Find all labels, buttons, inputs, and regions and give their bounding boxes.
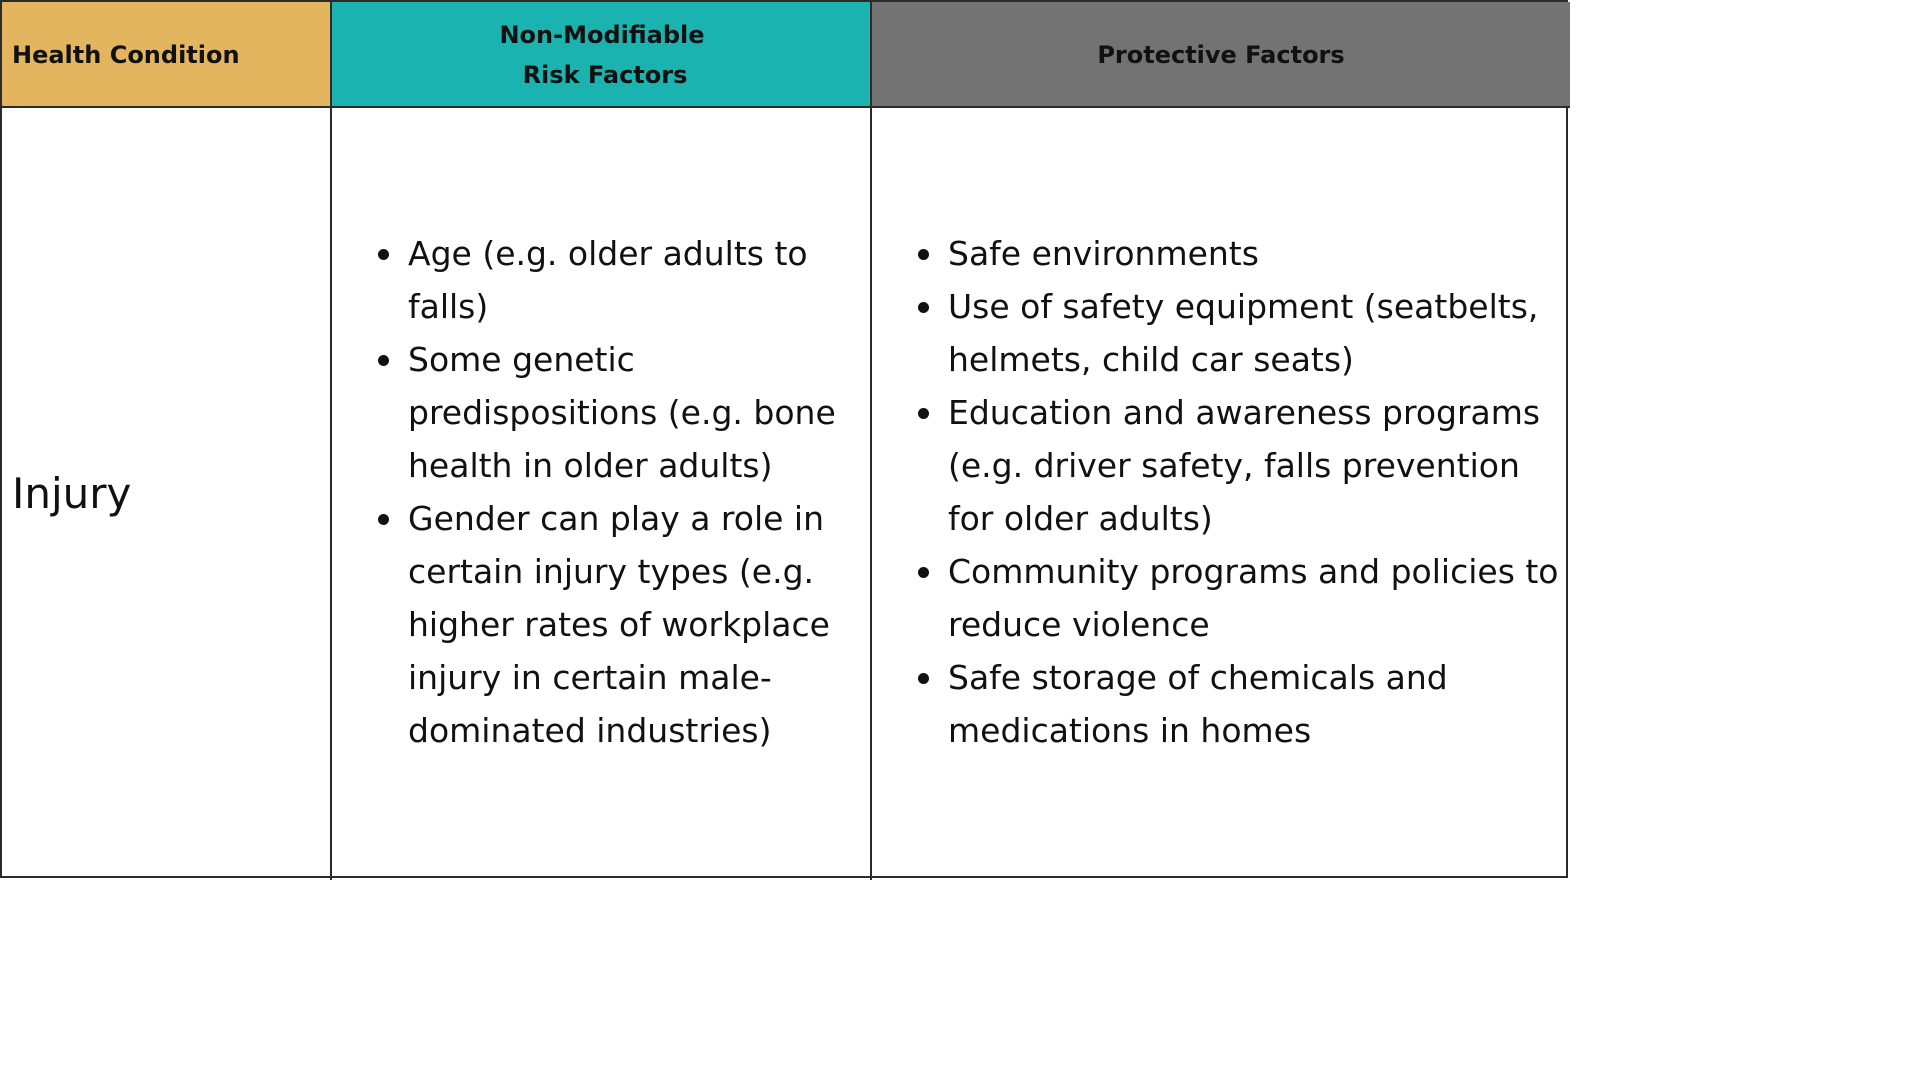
header-health-condition [2, 2, 332, 107]
protective-factor-item: Community programs and policies to reduce violence [914, 545, 1566, 651]
risk-factors-list [374, 227, 844, 757]
protective-factors-list [914, 227, 1566, 757]
risk-factor-item: Gender can play a role in certain injury types (e.g. higher rates of workplace injury in certain male-dominated industries) [374, 492, 844, 757]
risk-factor-item: Age (e.g. older adults to falls) [374, 227, 844, 333]
protective-factor-item: Safe environments [914, 227, 1566, 280]
header-health-condition-label: Health Condition [12, 40, 240, 69]
header-protective-factors [872, 2, 1570, 107]
header-non-modifiable-risk-factors [332, 2, 872, 107]
condition-cell: Injury [12, 469, 132, 518]
column-divider-2 [870, 2, 872, 880]
header-divider [2, 106, 1570, 108]
header-risk-line-2: Risk Factors [522, 60, 688, 89]
protective-factor-item: Education and awareness programs (e.g. driver safety, falls prevention for older adults) [914, 386, 1566, 545]
header-risk-line-1: Non-Modifiable [499, 20, 705, 49]
column-divider-1 [330, 2, 332, 880]
protective-factor-item: Use of safety equipment (seatbelts, helmets, child car seats) [914, 280, 1566, 386]
header-protective-factors-label: Protective Factors [1097, 40, 1345, 69]
protective-factor-item: Safe storage of chemicals and medications in homes [914, 651, 1566, 757]
risk-factor-item: Some genetic predispositions (e.g. bone health in older adults) [374, 333, 844, 492]
